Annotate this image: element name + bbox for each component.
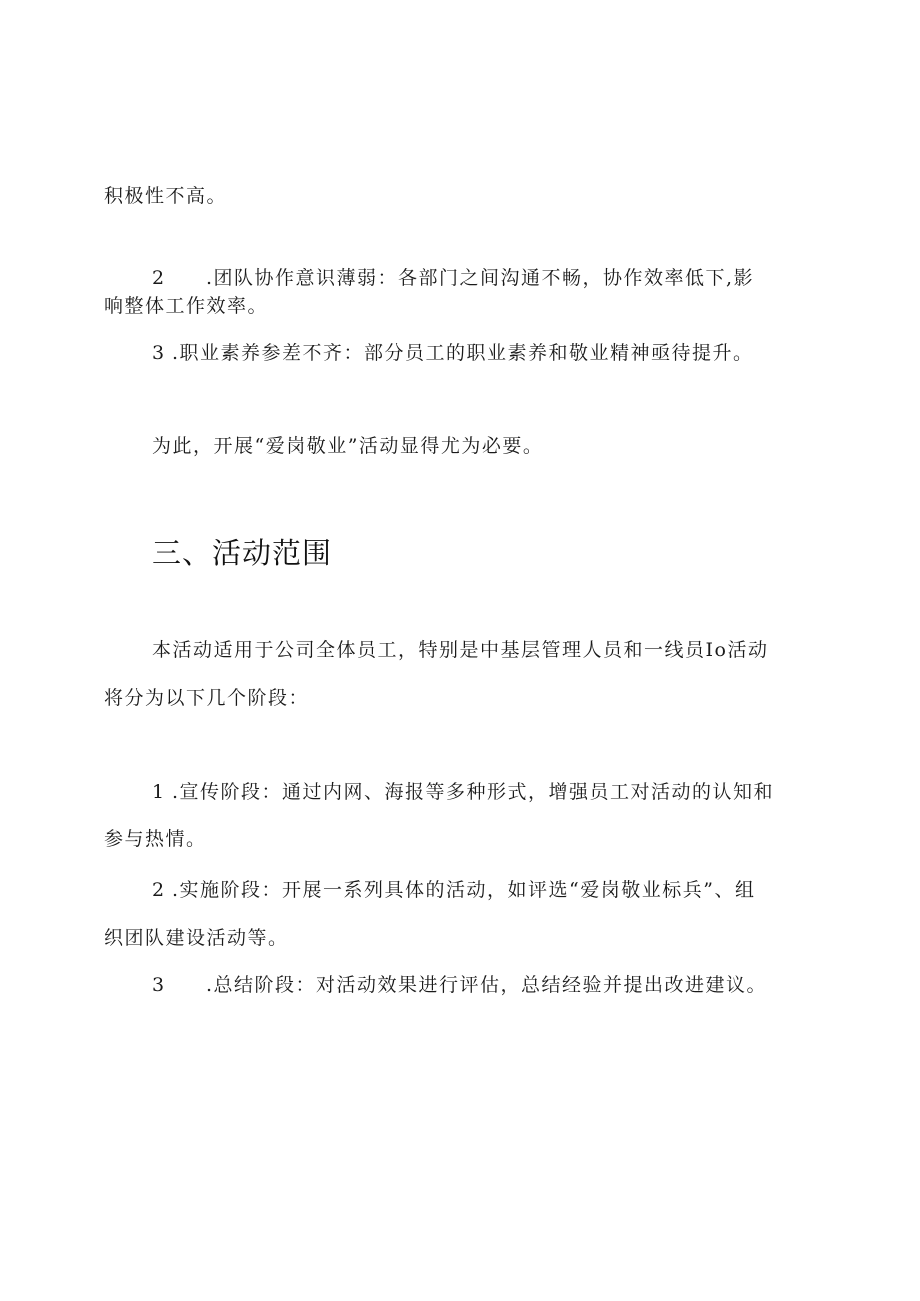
paragraph-text: 将分为以下几个阶段： <box>104 687 310 709</box>
paragraph-text: 积极性不高。 <box>104 185 228 207</box>
stage-number: 2 <box>152 879 166 901</box>
conclusion-paragraph <box>152 433 543 459</box>
list-item-3 <box>152 340 754 366</box>
list-item-number: 3 <box>152 342 166 364</box>
stage-text: 参与热情。 <box>104 828 207 850</box>
stage-text: .总结阶段：对活动效果进行评估，总结经验并提出改进建议。 <box>206 974 768 996</box>
section-heading: 三、活动范围 <box>152 536 333 570</box>
list-item-number: 2 <box>152 267 166 289</box>
list-item-2-continuation <box>104 293 268 319</box>
stage-number: 1 <box>152 781 166 803</box>
stage-text: .宣传阶段：通过内网、海报等多种形式，增强员工对活动的认知和 <box>172 781 775 803</box>
section-intro-continuation <box>104 685 309 711</box>
stage-item-2 <box>152 877 755 903</box>
list-item-text: .团队协作意识薄弱：各部门之间沟通不畅，协作效率低下,影 <box>206 267 755 289</box>
paragraph-continuation <box>104 183 227 209</box>
stage-item-1-continuation <box>104 826 207 852</box>
paragraph-text: 为此，开展“爱岗敬业”活动显得尤为必要。 <box>152 435 544 457</box>
stage-text: 织团队建设活动等。 <box>104 927 289 949</box>
stage-text: .实施阶段：开展一系列具体的活动，如评选“爱岗敬业标兵”、组 <box>172 879 756 901</box>
stage-number: 3 <box>152 974 166 996</box>
stage-item-1 <box>152 779 774 805</box>
section-intro <box>152 637 768 663</box>
list-item-text: .职业素养参差不齐：部分员工的职业素养和敬业精神亟待提升。 <box>172 342 754 364</box>
list-item-2 <box>152 265 754 291</box>
stage-item-2-continuation <box>104 925 289 951</box>
list-item-text: 响整体工作效率。 <box>104 295 269 317</box>
stage-item-3 <box>152 972 767 998</box>
paragraph-text: 本活动适用于公司全体员工，特别是中基层管理人员和一线员Io活动 <box>152 639 769 661</box>
